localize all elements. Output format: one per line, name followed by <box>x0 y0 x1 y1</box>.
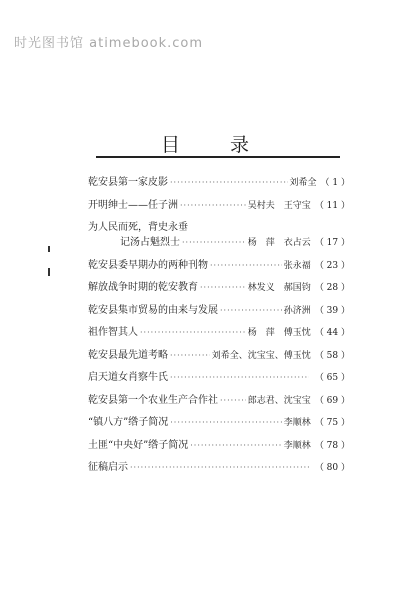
toc-page: （ 80 ） <box>314 463 350 473</box>
toc-entry <box>88 261 350 272</box>
toc-title: 乾安县委早期办的两种刊物 <box>88 259 208 271</box>
margin-mark <box>48 268 50 276</box>
toc-page: （ 23 ） <box>314 260 350 271</box>
toc-leader <box>180 202 246 210</box>
watermark: 时光图书馆 atimebook.com <box>14 36 204 51</box>
toc-leader <box>190 442 282 450</box>
toc-leader <box>220 307 282 315</box>
toc-title: 乾安县最先道考略 <box>88 349 168 361</box>
toc-author: 张永福 <box>283 260 311 271</box>
toc-entry <box>88 178 350 189</box>
toc-author: 李顺林 <box>283 418 311 428</box>
toc-page: （ 65 ） <box>314 373 350 383</box>
title-char-2: 录 <box>230 134 252 156</box>
toc-author: 杨 萍 衣占云 <box>247 238 311 248</box>
toc-author: 郎志君、沈宝宝 <box>247 395 311 406</box>
toc-page: （ 1 ） <box>320 178 350 188</box>
toc-entry <box>88 418 350 429</box>
toc-page: （ 69 ） <box>314 395 350 406</box>
toc-page: （ 78 ） <box>314 440 350 451</box>
toc-title: 土匪“中央好”绺子简况 <box>88 439 189 451</box>
toc-author: 杨 萍 傅玉忱 <box>247 328 311 338</box>
toc-page: （ 58 ） <box>314 350 350 361</box>
toc-title: 解放战争时期的乾安教育 <box>88 282 198 293</box>
margin-mark <box>48 246 50 252</box>
toc-title: 启天道女肖察牛氏 <box>88 372 168 383</box>
toc-page: （ 75 ） <box>314 418 350 428</box>
toc-entry <box>88 396 350 407</box>
toc-page: （ 17 ） <box>314 238 350 248</box>
toc-page: （ 28 ） <box>314 283 350 293</box>
toc-author: 李顺林 <box>283 440 311 451</box>
toc-title: 乾安县第一家皮影 <box>88 177 168 188</box>
title-char-1: 目 <box>160 134 182 156</box>
toc-title: 开明绅士——任子洲 <box>88 199 178 211</box>
toc-leader <box>170 179 288 187</box>
toc-entry-continuation <box>88 238 350 249</box>
toc-entry <box>88 283 350 294</box>
title-rule <box>96 156 340 158</box>
toc-leader <box>140 329 246 337</box>
toc-title: 乾安县集市贸易的由来与发展 <box>88 304 218 316</box>
toc-entry <box>88 328 350 339</box>
toc-entry <box>88 201 350 212</box>
toc-page: （ 39 ） <box>314 305 350 316</box>
toc-author: 吴村夫 王守宝 <box>247 200 311 211</box>
toc-page: （ 44 ） <box>314 328 350 338</box>
toc-title: 记汤占魁烈士 <box>120 237 180 248</box>
toc-author: 林发义 郝国钧 <box>247 283 311 293</box>
toc-leader <box>170 352 210 360</box>
toc-entry <box>88 306 350 317</box>
toc-leader <box>170 419 282 427</box>
toc-title: 为人民而死，背史永垂 <box>88 222 188 233</box>
toc-entry <box>88 441 350 452</box>
toc-leader <box>210 262 282 270</box>
toc-title: 祖作智其人 <box>88 327 138 338</box>
toc-leader <box>182 239 246 247</box>
toc-title: 征稿启示 <box>88 462 128 473</box>
toc-author: 刘希全 <box>289 178 317 188</box>
toc-leader <box>200 284 246 292</box>
toc-entry <box>88 223 350 234</box>
toc-leader <box>170 374 309 382</box>
toc-entry <box>88 373 350 384</box>
toc-title: “镇八方”绺子简况 <box>88 417 169 428</box>
toc-entry <box>88 463 350 474</box>
page-title <box>0 130 412 157</box>
toc-leader <box>220 397 246 405</box>
toc-author: 孙济洲 <box>283 305 311 316</box>
toc-leader <box>130 464 309 472</box>
toc-title: 乾安县第一个农业生产合作社 <box>88 394 218 406</box>
toc-page: （ 11 ） <box>314 200 350 211</box>
table-of-contents <box>88 178 350 486</box>
toc-entry <box>88 351 350 362</box>
toc-author: 刘希全、沈宝宝、傅玉忱 <box>211 350 311 361</box>
